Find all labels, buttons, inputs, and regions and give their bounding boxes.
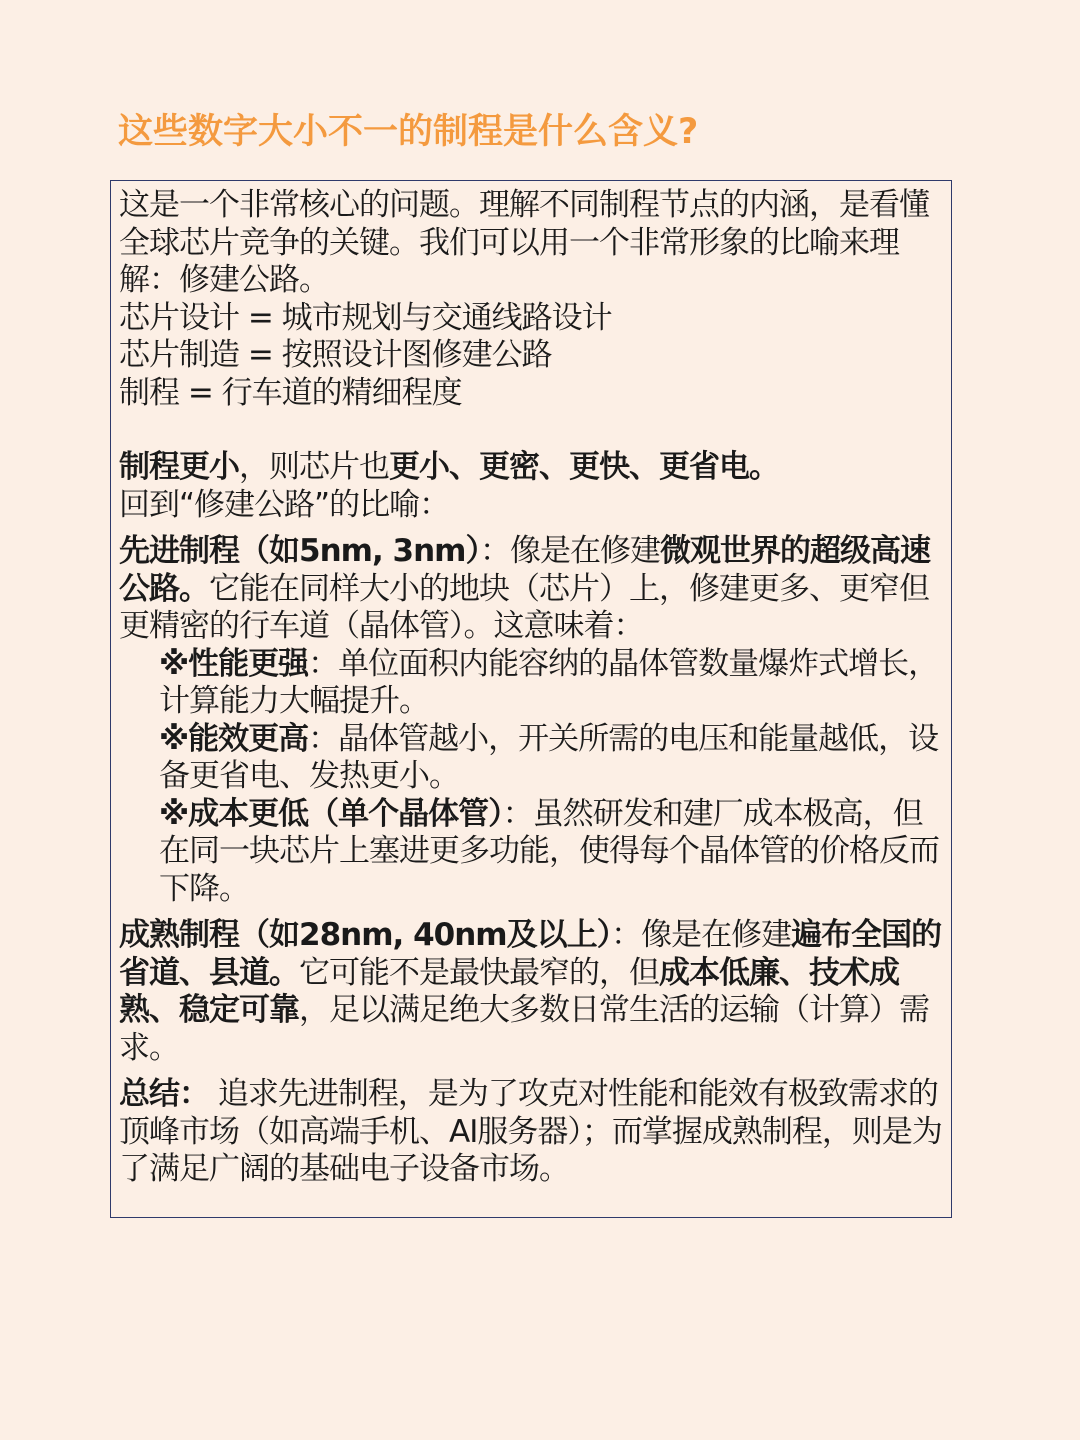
mature-bold-1: 遍布全国的省道、县道。 bbox=[119, 917, 942, 991]
mature-label: 成熟制程（如28nm, 40nm及以上） bbox=[119, 917, 612, 953]
page-title: 这些数字大小不一的制程是什么含义? bbox=[118, 112, 699, 152]
point-label: ※成本更低（单个晶体管） bbox=[159, 795, 503, 832]
analogy-process: 制程 = 行车道的精细程度 bbox=[119, 374, 462, 411]
analogy-design: 芯片设计 = 城市规划与交通线路设计 bbox=[119, 299, 612, 336]
advanced-label: 先进制程（如5nm, 3nm） bbox=[119, 533, 480, 569]
smaller-text-1: ，则芯片也 bbox=[239, 449, 389, 485]
point-label: ※性能更强 bbox=[159, 645, 309, 682]
mature-bold-2: 成本低廉、技术成熟、稳定可靠 bbox=[119, 954, 899, 1028]
point-text: ：单位面积内能容纳的晶体管数量爆炸式增长，计算能力大幅提升。 bbox=[159, 645, 939, 719]
smaller-bold-1: 制程更小 bbox=[119, 449, 239, 485]
summary-label: 总结： bbox=[119, 1076, 209, 1112]
point-text: ：晶体管越小，开关所需的电压和能量越低，设备更省电、发热更小。 bbox=[159, 720, 939, 794]
back-to-analogy: 回到“修建公路”的比喻： bbox=[119, 486, 450, 523]
point-label: ※能效更高 bbox=[159, 720, 309, 757]
smaller-statement bbox=[119, 449, 945, 487]
content-box bbox=[110, 180, 952, 1218]
advanced-point-efficiency bbox=[119, 721, 945, 796]
advanced-point-performance bbox=[119, 646, 945, 721]
summary-text: 追求先进制程，是为了攻克对性能和能效有极致需求的顶峰市场（如高端手机、AI服务器）；而掌握成熟制程，则是为了满足广阔的基础电子设备市场。 bbox=[119, 1076, 942, 1187]
analogy-manufacture: 芯片制造 = 按照设计图修建公路 bbox=[119, 337, 552, 373]
mature-text-3: ，足以满足绝大多数日常生活的运输（计算）需求。 bbox=[119, 992, 929, 1066]
intro-paragraph: 这是一个非常核心的问题。理解不同制程节点的内涵，是看懂全球芯片竞争的关键。我们可以用一个非常形象的比喻来理解：修建公路。 bbox=[119, 187, 929, 298]
advanced-text-2: 它能在同样大小的地块（芯片）上，修建更多、更窄但更精密的行车道（晶体管）。这意味着： bbox=[119, 570, 929, 644]
mature-paragraph bbox=[119, 917, 945, 1067]
advanced-bold: 微观世界的超级高速公路。 bbox=[119, 533, 930, 607]
mature-text-2: 它可能不是最快最窄的，但 bbox=[299, 954, 659, 991]
point-text: ：虽然研发和建厂成本极高，但在同一块芯片上塞进更多功能，使得每个晶体管的价格反而下降。 bbox=[159, 795, 939, 907]
smaller-bold-2: 更小、更密、更快、更省电。 bbox=[389, 449, 779, 485]
advanced-text-1: ：像是在修建 bbox=[479, 533, 660, 569]
advanced-point-cost bbox=[119, 796, 945, 909]
advanced-paragraph bbox=[119, 533, 945, 646]
mature-text-1: ：像是在修建 bbox=[611, 917, 792, 953]
summary-paragraph bbox=[119, 1076, 945, 1189]
